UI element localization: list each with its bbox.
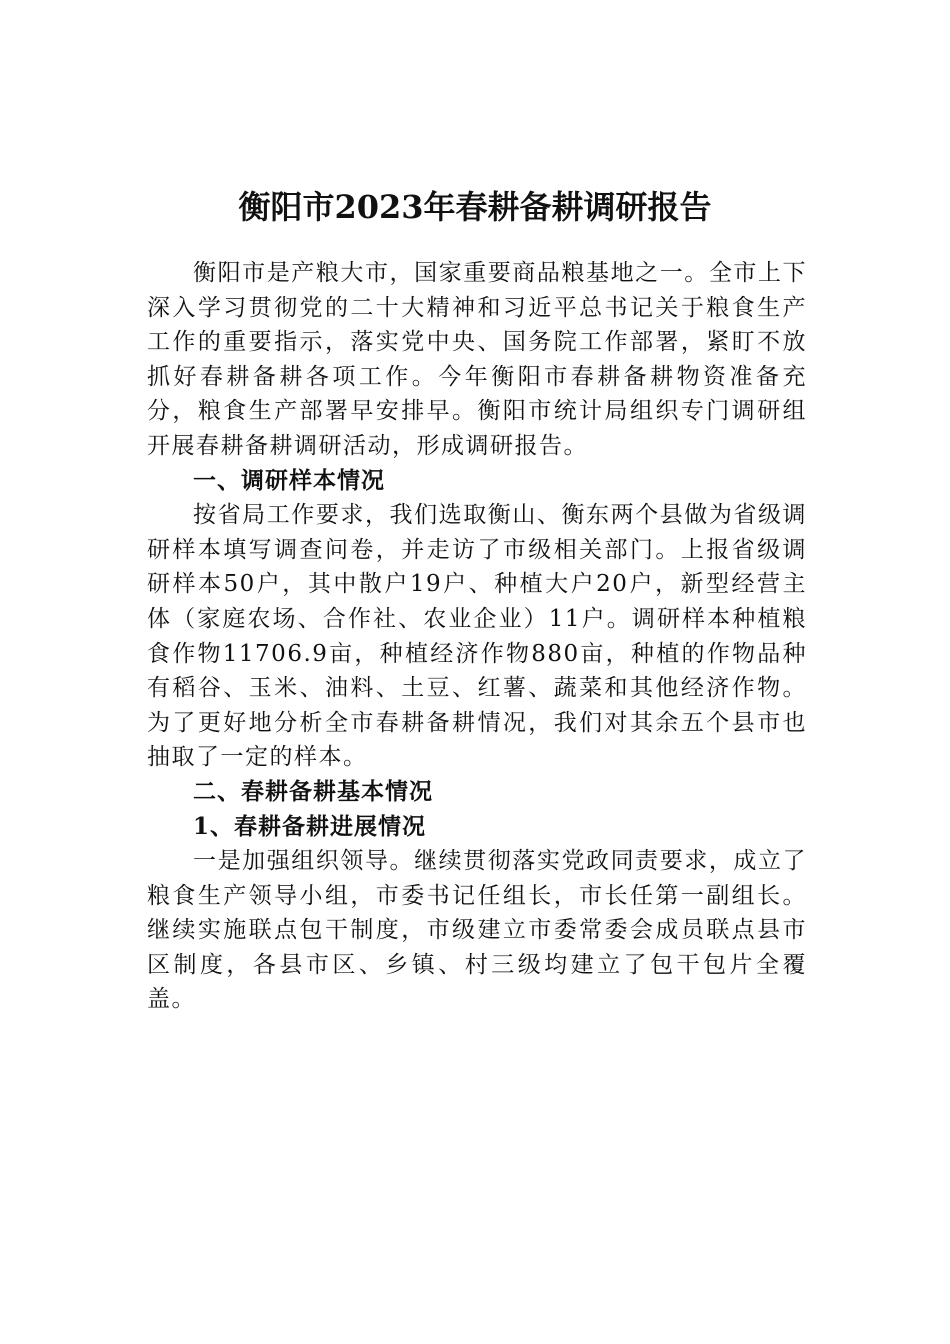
intro-paragraph: 衡阳市是产粮大市，国家重要商品粮基地之一。全市上下深入学习贯彻党的二十大精神和习近平总书记关于粮食生产工作的重要指示，落实党中央、国务院工作部署，紧盯不放抓好春耕备耕各项工作。今年衡阳市春耕备耕物资准备充分，粮食生产部署早安排早。衡阳市统计局组织专门调研组开展春耕备耕调研活动，形成调研报告。	[147, 260, 807, 459]
section-heading-basic: 二、春耕备耕基本情况	[193, 777, 433, 805]
section-heading-sample: 一、调研样本情况	[193, 466, 385, 494]
progress-paragraph: 一是加强组织领导。继续贯彻落实党政同责要求，成立了粮食生产领导小组，市委书记任组长，市长任第一副组长。继续实施联点包干制度，市级建立市委常委会成员联点县市区制度，各县市区、乡镇、村三级均建立了包干包片全覆盖。	[147, 848, 807, 1013]
document-body	[147, 256, 807, 1017]
document-title: 衡阳市2023年春耕备耕调研报告	[238, 188, 712, 227]
sample-paragraph: 按省局工作要求，我们选取衡山、衡东两个县做为省级调研样本填写调查问卷，并走访了市级相关部门。上报省级调研样本50户，其中散户19户、种植大户20户，新型经营主体（家庭农场、合作社、农业企业）11户。调研样本种植粮食作物11706.9亩，种植经济作物880亩，种植的作物品种有稻谷、玉米、油料、土豆、红薯、蔬菜和其他经济作物。为了更好地分析全市春耕备耕情况，我们对其余五个县市也抽取了一定的样本。	[147, 502, 807, 771]
subsection-heading-progress: 1、春耕备耕进展情况	[193, 812, 427, 840]
